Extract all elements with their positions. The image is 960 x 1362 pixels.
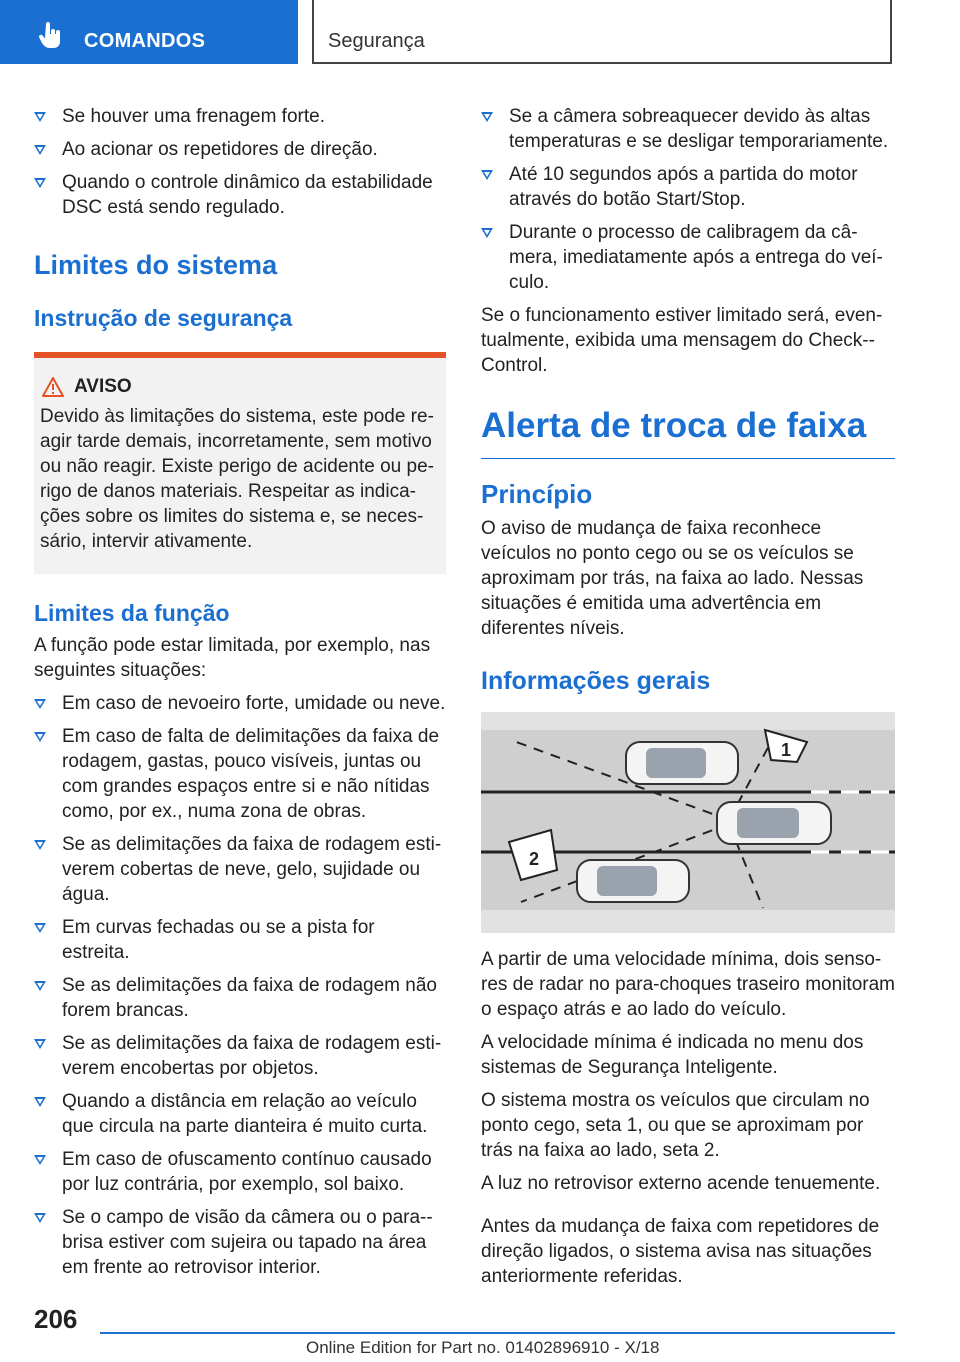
triangle-bullet-icon xyxy=(481,170,493,180)
closing-paragraph: Antes da mudança de faixa com repetidores de direção ligados, o sistema avisa nas situações anteriormente referidas. xyxy=(481,1216,880,1287)
list-item: Em caso de falta de delimitações da faixa de rodagem, gastas, pouco visíveis, juntas ou com grandes espaços entre si e não nítidas como, por ex., numa zona de obras. xyxy=(34,724,446,824)
triangle-bullet-icon xyxy=(34,981,46,991)
lane-change-illustration xyxy=(481,712,895,933)
list-item: Em caso de ofuscamento contínuo causado por luz contrária, por exemplo, sol baixo. xyxy=(34,1147,446,1197)
triangle-bullet-icon xyxy=(34,178,46,188)
heading-general-info: Informações gerais xyxy=(481,667,711,695)
list-item: Se a câmera sobreaquecer devido às altas temperaturas e se desligar temporariamente. xyxy=(481,104,895,154)
paragraph: A partir de uma velocidade mínima, dois senso-res de radar no para-choques traseiro monitoram o espaço atrás e ao lado do veículo. xyxy=(481,949,895,1020)
list-item: Ao acionar os repetidores de direção. xyxy=(34,137,446,162)
list-item: Até 10 segundos após a partida do motor através do botão Start/Stop. xyxy=(481,162,895,212)
list-item: Em curvas fechadas ou se a pista for estreita. xyxy=(34,915,446,965)
warning-title: AVISO xyxy=(42,376,438,398)
list-item: Quando a distância em relação ao veículo que circula na parte dianteira é muito curta. xyxy=(34,1089,446,1139)
function-bullet-list xyxy=(34,691,446,1280)
heading-principle: Princípio xyxy=(481,479,593,509)
section-box xyxy=(312,0,892,64)
triangle-bullet-icon xyxy=(34,145,46,155)
car-icon xyxy=(577,860,689,902)
warning-box xyxy=(34,352,446,574)
triangle-bullet-icon xyxy=(34,699,46,709)
chapter-label: COMANDOS xyxy=(84,30,206,52)
section-label: Segurança xyxy=(328,30,425,52)
left-column xyxy=(34,104,446,1288)
triangle-bullet-icon xyxy=(34,112,46,122)
list-item: Se as delimitações da faixa de rodagem esti-verem cobertas de neve, gelo, sujidade ou água. xyxy=(34,832,446,907)
title-divider xyxy=(481,458,895,459)
triangle-bullet-icon xyxy=(481,228,493,238)
triangle-bullet-icon xyxy=(34,840,46,850)
right-bullet-list xyxy=(481,104,895,295)
list-item: Se houver uma frenagem forte. xyxy=(34,104,446,129)
chapter-tab xyxy=(0,0,298,64)
paragraph: O sistema mostra os veículos que circulam no ponto cego, seta 1, ou que se aproximam por trás na faixa ao lado, seta 2. xyxy=(481,1090,870,1161)
list-item: Durante o processo de calibragem da câ-mera, imediatamente após a entrega do veí-culo. xyxy=(481,220,895,295)
car-icon xyxy=(717,802,831,844)
lane-change-figure xyxy=(481,712,895,933)
svg-text:2: 2 xyxy=(529,849,540,869)
triangle-bullet-icon xyxy=(34,923,46,933)
principle-text: O aviso de mudança de faixa reconhece veículos no ponto cego ou se os veículos se aproximam por trás, na faixa ao lado. Nessas situações é emitida uma advertência em diferentes níveis. xyxy=(481,518,864,639)
page-number: 206 xyxy=(34,1304,78,1334)
car-icon xyxy=(626,742,738,784)
footer-edition: Online Edition for Part no. 01402896910 - X/18 xyxy=(306,1338,660,1357)
intro-bullet-list xyxy=(34,104,446,220)
triangle-bullet-icon xyxy=(34,1039,46,1049)
limited-note: Se o funcionamento estiver limitado será, even-tualmente, exibida uma mensagem do Check--Control. xyxy=(481,305,883,376)
paragraph: A velocidade mínima é indicada no menu dos sistemas de Segurança Inteligente. xyxy=(481,1032,864,1078)
heading-system-limits: Limites do sistema xyxy=(34,250,278,280)
page-title: Alerta de troca de faixa xyxy=(481,406,867,445)
hand-pointer-icon xyxy=(38,22,64,50)
list-item: Se as delimitações da faixa de rodagem não forem brancas. xyxy=(34,973,446,1023)
triangle-bullet-icon xyxy=(34,1155,46,1165)
heading-safety-instruction: Instrução de segurança xyxy=(34,305,293,331)
triangle-bullet-icon xyxy=(34,732,46,742)
list-item: Em caso de nevoeiro forte, umidade ou neve. xyxy=(34,691,446,716)
function-intro: A função pode estar limitada, por exemplo, nas seguintes situações: xyxy=(34,635,431,681)
footer-divider xyxy=(100,1332,895,1334)
list-item: Se as delimitações da faixa de rodagem esti-verem encobertas por objetos. xyxy=(34,1031,446,1081)
heading-function-limits: Limites da função xyxy=(34,600,230,626)
warning-text: Devido às limitações do sistema, este pode re-agir tarde demais, incorretamente, sem motivo ou não reagir. Existe perigo de acidente ou pe-rigo de danos materiais. Respeitar as indica-ções sobre os limites do sistema e, se neces-sário, intervir ativamente. xyxy=(40,406,434,552)
svg-text:1: 1 xyxy=(781,740,792,760)
list-item: Quando o controle dinâmico da estabilidade DSC está sendo regulado. xyxy=(34,170,446,220)
triangle-bullet-icon xyxy=(481,112,493,122)
warning-triangle-icon xyxy=(42,377,64,397)
right-column xyxy=(481,104,895,1297)
paragraph: A luz no retrovisor externo acende tenuemente. xyxy=(481,1173,881,1194)
list-item: Se o campo de visão da câmera ou o para--brisa estiver com sujeira ou tapado na área em frente ao retrovisor interior. xyxy=(34,1205,446,1280)
triangle-bullet-icon xyxy=(34,1097,46,1107)
triangle-bullet-icon xyxy=(34,1213,46,1223)
